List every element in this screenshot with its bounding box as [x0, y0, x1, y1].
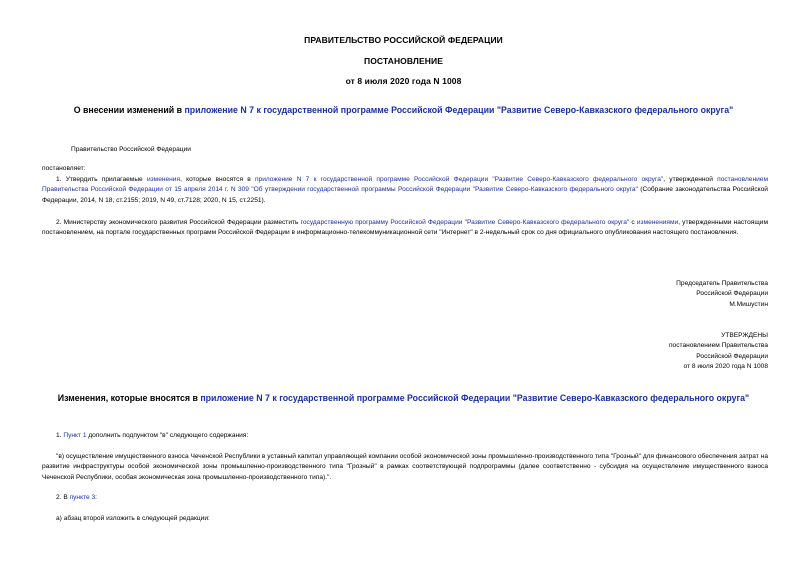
issuer-text: Правительство Российской Федерации: [71, 146, 191, 153]
paragraph-2: 2. Министерству экономического развития Российской Федерации разместить государственную программу Российской Федерации "Развитие Северо-Кавказского федерального округа" с изменениями, утвержденными настоящим постановлением, на портале государственных программ Российской Федерации в информационно-телекоммуникационной сети "Интернет" в 2-недельный срок со дня официального опубликования настоящего постановления.: [42, 219, 769, 237]
document-title: [0, 105, 807, 115]
changes-link[interactable]: изменения: [146, 176, 181, 183]
title-prefix: О внесении изменений в: [73, 105, 185, 115]
title-link[interactable]: приложение N 7 к государственной программе Российской Федерации "Развитие Северо-Кавказского федерального округа": [184, 105, 734, 115]
approved-by: постановлением Правительства: [668, 342, 768, 350]
amendments-link[interactable]: изменениями: [636, 219, 679, 226]
approved-date: от 8 июля 2020 года N 1008: [683, 363, 768, 371]
changes-title: Изменения, которые вносятся в приложение N 7 к государственной программе Российской Федерации "Развитие Северо-Кавказского федерального округа": [57, 393, 750, 403]
change-item-1-text: "в) осуществление имущественного взноса Чеченской Республики в уставный капитал управляющей компании особой экономической зоны промышленно-производственного типа "Грозный" для финансового обеспечения затрат на развитие инфраструктуры особой экономической зоны промышленно-производственного типа "Грозный" в рамках соответствующей подпрограммы (далее соответственно - субсидия на осуществление имущественного взноса Чеченской Республики, особая экономическая зона промышленно-производственного типа).".: [42, 453, 768, 481]
approved-org: Российской Федерации: [696, 352, 768, 360]
paragraph-1: 1. Утвердить прилагаемые изменения, которые вносятся в приложение N 7 к государственной программе Российской Федерации "Развитие Северо-Кавказского федерального округа", утвержденной постановлением Правительства Российской Федерации от 15 апреля 2014 г. N 309 "Об утверждении государственной программы Российской Федерации "Развитие Северо-Кавказского федерального округа" (Собрание законодательства Российской Федерации, 2014, N 18, ст.2155; 2019, N 49, ст.7128; 2020, N 15, ст.2251).: [42, 176, 768, 204]
change-item-2a: а) абзац второй изложить в следующей редакции:: [56, 515, 210, 522]
approved-label: УТВЕРЖДЕНЫ: [721, 332, 768, 339]
signature-position: Председатель Правительства: [676, 280, 768, 287]
signature-org: Российской Федерации: [696, 290, 768, 298]
point-1-link[interactable]: Пункт 1: [63, 432, 87, 439]
approval-block: [468, 331, 768, 373]
changes-title-link[interactable]: приложение N 7 к государственной программе Российской Федерации "Развитие Северо-Кавказского федерального округа": [200, 393, 750, 403]
decides-text: постановляет:: [42, 165, 86, 172]
change-item-1: 1. Пункт 1 дополнить подпунктом "в" следующего содержания:: [56, 432, 249, 439]
doc-date-number: от 8 июля 2020 года N 1008: [345, 76, 462, 86]
signature-block: [468, 279, 768, 310]
government-heading: ПРАВИТЕЛЬСТВО РОССИЙСКОЙ ФЕДЕРАЦИИ: [304, 35, 503, 45]
point-3-link[interactable]: пункте 3: [69, 494, 96, 501]
annex-7-link[interactable]: приложение N 7 к государственной программе Российской Федерации "Развитие Северо-Кавказского федерального округа": [254, 176, 664, 183]
signature-name: М.Мишустин: [729, 300, 768, 308]
resolution-309-link[interactable]: постановлением Правительства Российской Федерации от 15 апреля 2014 г. N 309 "Об утверждении государственной программы Российской Федерации "Развитие Северо-Кавказского федерального округа": [42, 176, 768, 194]
doc-type-heading: ПОСТАНОВЛЕНИЕ: [364, 56, 443, 66]
change-item-2: 2. В пункте 3:: [56, 494, 97, 501]
state-program-link[interactable]: государственную программу Российской Федерации "Развитие Северо-Кавказского федерального округа": [300, 219, 630, 226]
